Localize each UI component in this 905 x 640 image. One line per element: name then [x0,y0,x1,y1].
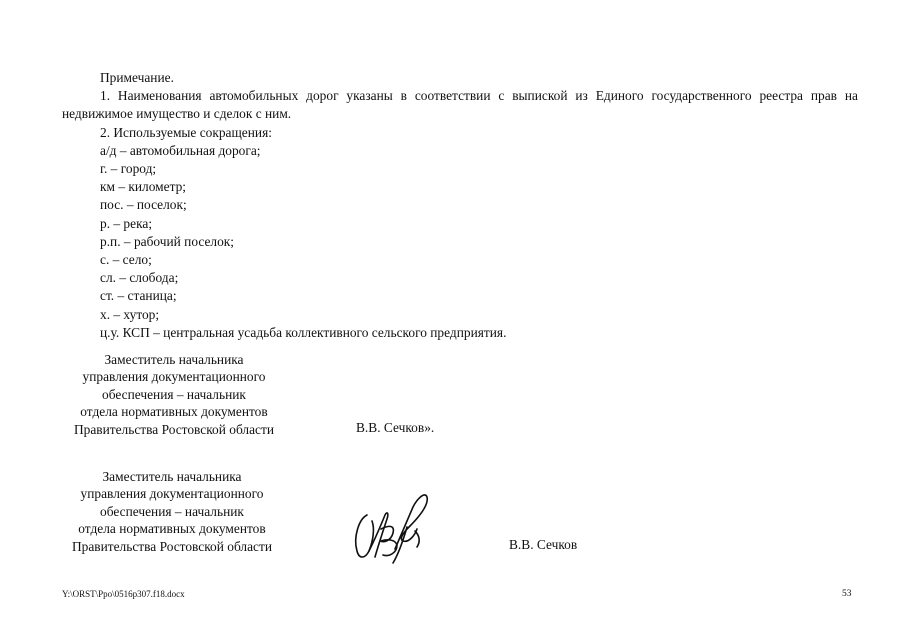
abbreviation-item: х. – хутор; [100,306,160,322]
note-item-1: 1. Наименования автомобильных дорог указаны в соответствии с выпиской из Единого государственного реестра прав на недвижимое имущество и сделок с ним. [62,88,858,122]
note-heading: Примечание. [100,70,174,85]
abbreviation-item: с. – село; [100,252,152,268]
signature-title-line: Правительства Ростовской области [71,538,273,554]
abbreviation-item: пос. – поселок; [100,197,187,213]
footer-file-path: Y:\ORST\Ppo\0516p307.f18.docx [62,589,185,599]
note-section [62,69,858,342]
abbreviation-item: ст. – станица; [100,288,177,304]
abbreviation-item: р. – река; [100,215,153,231]
signature-title-line: управления документационного [80,486,264,502]
signature-title-line: Заместитель начальника [104,352,244,367]
signature-title-line: Правительства Ростовской области [73,421,275,437]
signature-block-1-title [56,351,292,438]
signature-title-line: управления документационного [82,369,266,385]
signature-title-line: обеспечения – начальник [100,503,244,519]
footer-page-number: 53 [842,589,852,599]
handwritten-signature [345,485,435,565]
abbreviation-item: ц.у. КСП – центральная усадьба коллективного сельского предприятия. [100,324,507,340]
abbreviation-item: а/д – автомобильная дорога; [100,142,261,158]
abbreviation-item: км – километр; [100,179,187,195]
signature-name-1: В.В. Сечков». [356,420,435,435]
signature-block-2-title [54,468,290,555]
abbreviation-list [62,142,858,342]
signature-title-line: Заместитель начальника [102,469,242,484]
note-item-2-heading: 2. Используемые сокращения: [100,124,272,140]
signature-title-line: отдела нормативных документов [78,521,266,537]
abbreviation-item: сл. – слобода; [100,270,179,286]
signature-title-line: обеспечения – начальник [102,386,246,402]
signature-name-2: В.В. Сечков [509,537,578,552]
signature-title-line: отдела нормативных документов [80,404,268,420]
abbreviation-item: р.п. – рабочий поселок; [100,233,235,249]
abbreviation-item: г. – город; [100,161,157,177]
